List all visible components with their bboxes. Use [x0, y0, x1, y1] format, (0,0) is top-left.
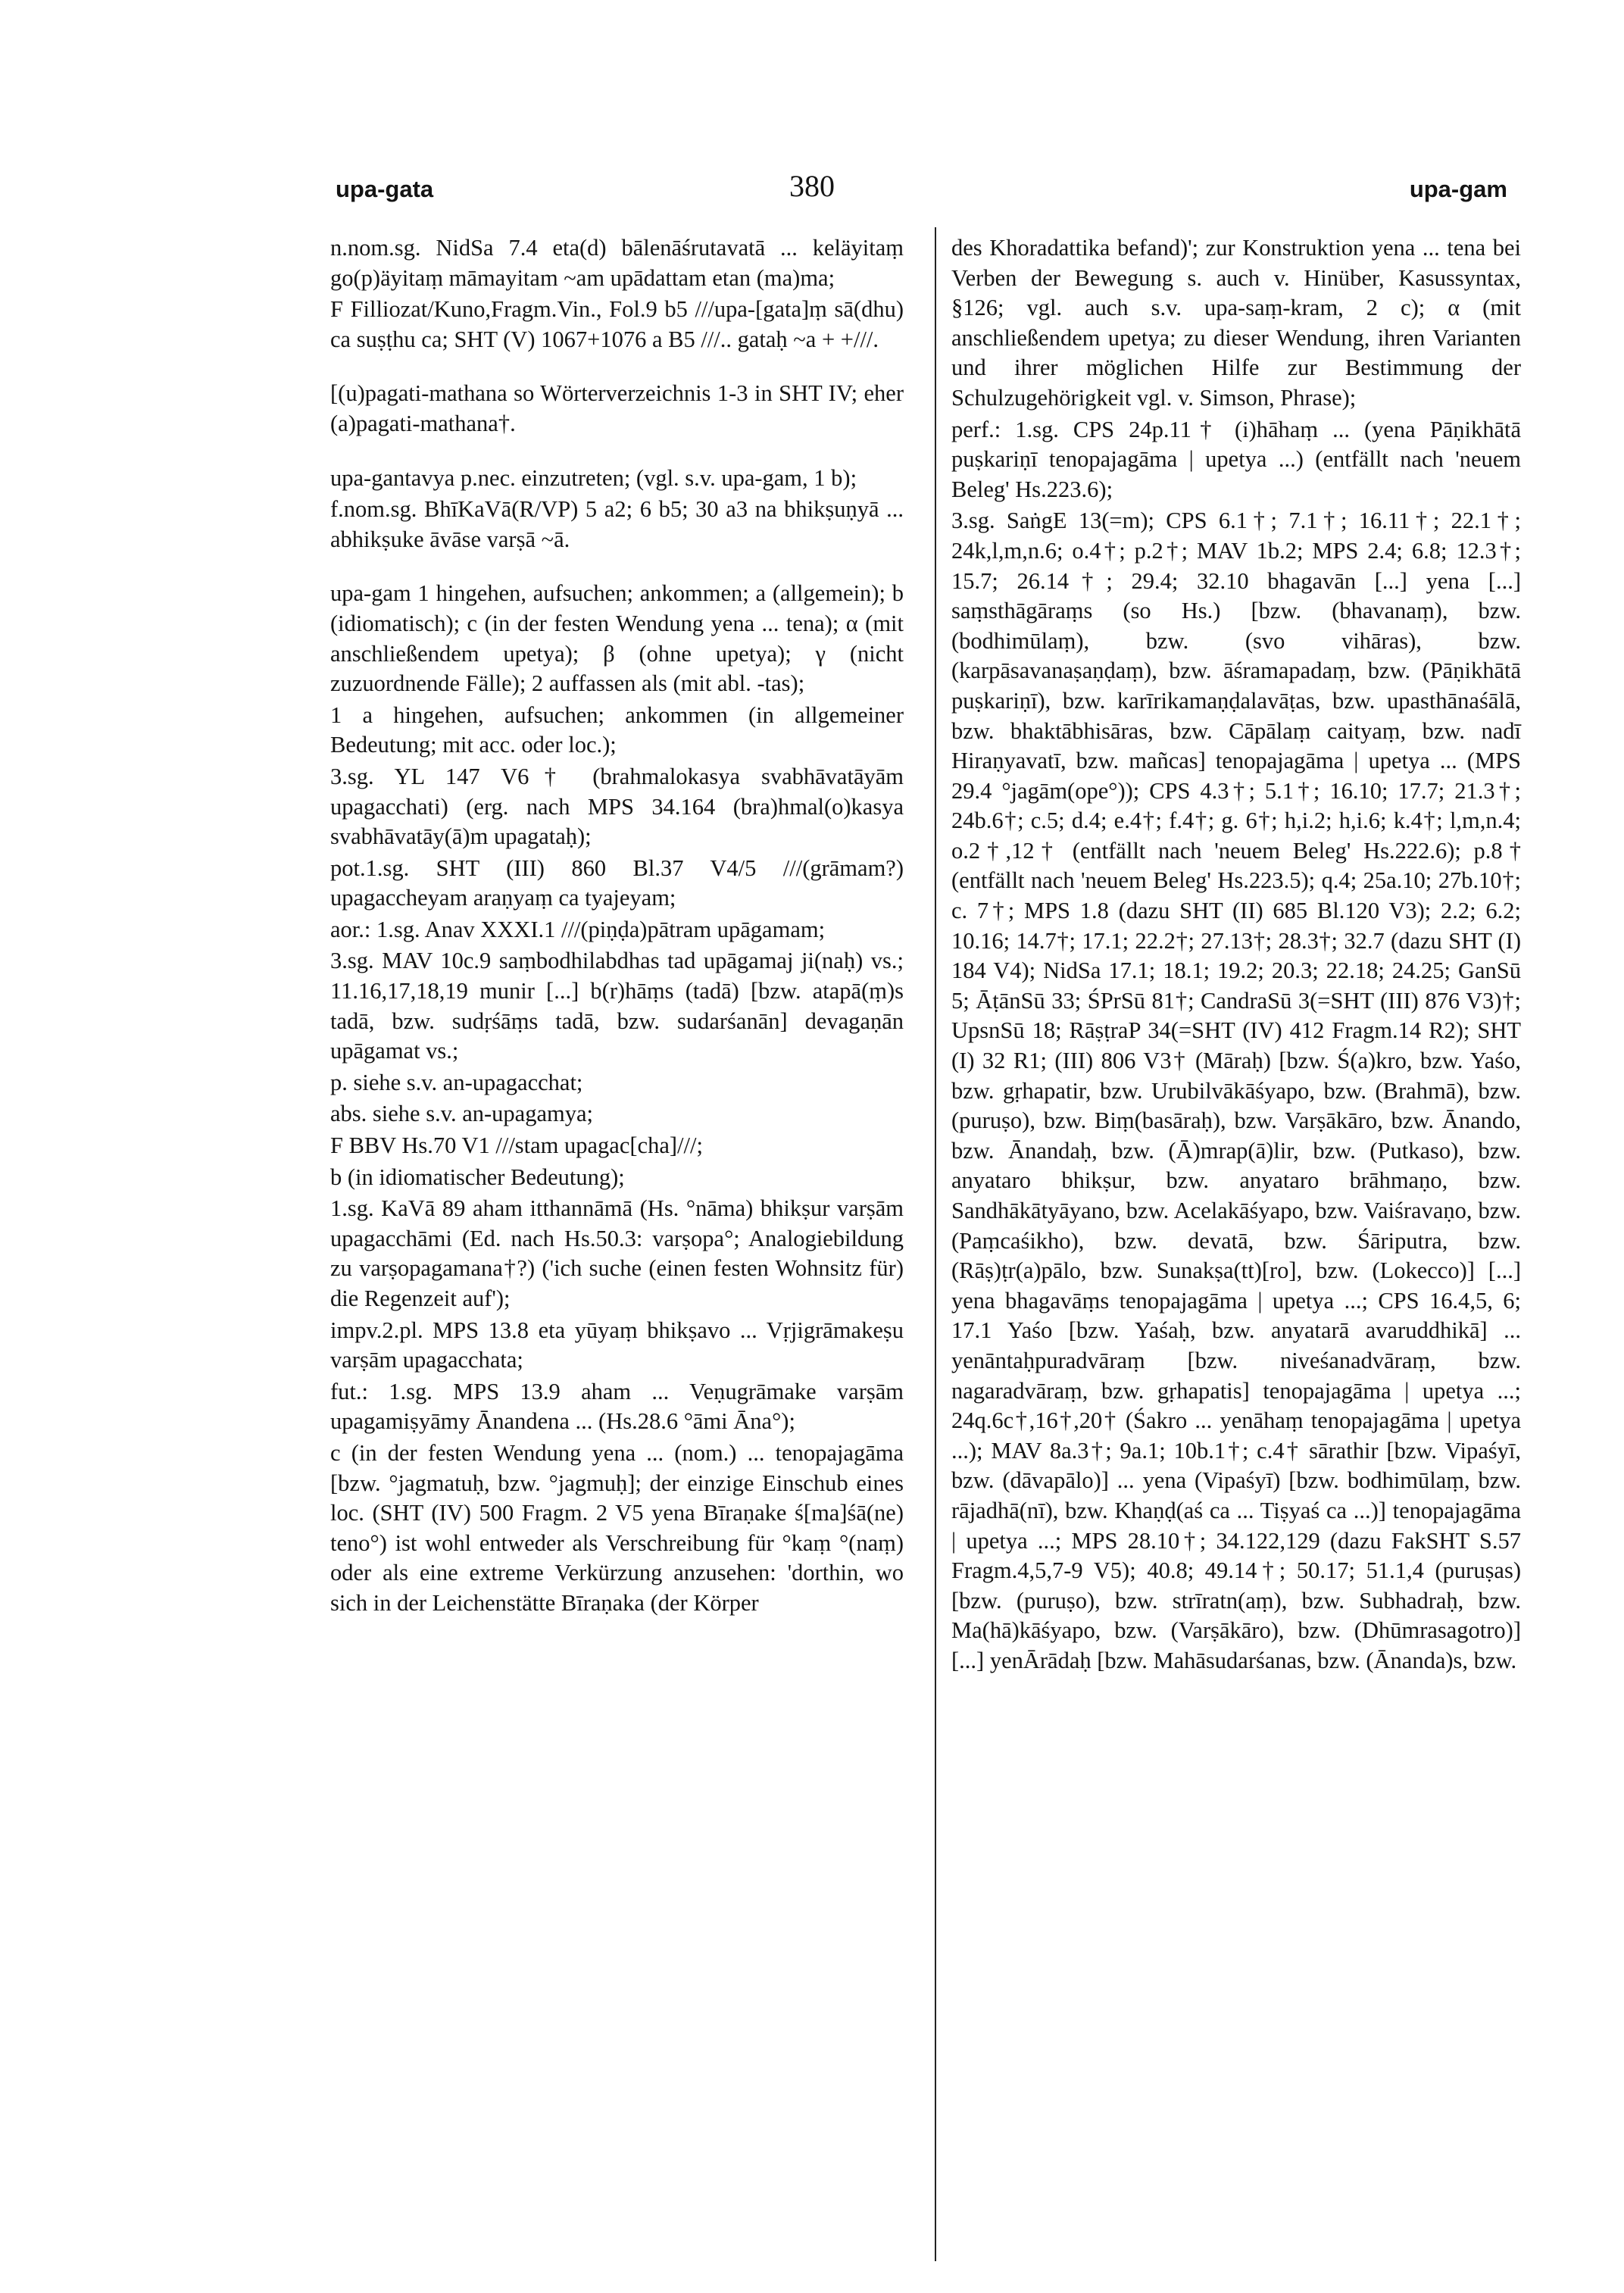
- entry-paragraph: aor.: 1.sg. Anav XXXI.1 ///(piṇḍa)pātram upāgamam;: [330, 916, 826, 942]
- entry-paragraph: c (in der festen Wendung yena ... (nom.) ... tenopajagāma [bzw. °jagmatuḥ, bzw. °jagmuḥ]; der einzige Einschub eines loc. (SHT (IV) 500 Fragm. 2 V5 yena Bīraṇake ś[ma]śā(ne) teno°) ist wohl entweder als Verschreibung für °kaṃ °(naṃ) oder als eine extreme Verkürzung anzusehen: 'dorthin, wo sich in der Leichenstätte Bīraṇaka (der Körper: [330, 1439, 904, 1616]
- left-column: [330, 233, 904, 1619]
- entry-paragraph: n.nom.sg. NidSa 7.4 eta(d) bālenāśrutavatā ... keläyitaṃ go(p)äyitaṃ māmayitam ~am upādattam etan (ma)ma;: [330, 235, 904, 291]
- entry-paragraph: impv.2.pl. MPS 13.8 eta yūyaṃ bhikṣavo ... Vṛjigrāmakeṣu varṣām upagacchata;: [330, 1317, 904, 1373]
- entry-paragraph: 1 a hingehen, aufsuchen; ankommen (in allgemeiner Bedeutung; mit acc. oder loc.);: [330, 701, 904, 758]
- entry-paragraph: upa-gantavya p.nec. einzutreten; (vgl. s.v. upa-gam, 1 b);: [330, 464, 857, 491]
- entry-paragraph: pot.1.sg. SHT (III) 860 Bl.37 V4/5 ///(grāmam?) upagaccheyam araṇyaṃ ca tyajeyam;: [330, 854, 904, 911]
- right-column: [951, 233, 1521, 1676]
- entry-paragraph: 3.sg. MAV 10c.9 saṃbodhilabdhas tad upāgamaj ji(naḥ) vs.; 11.16,17,18,19 munir [...] b(r)hāṃs (tadā) [bzw. atapā(ṃ)s tadā, bzw. sudṛśāṃs tadā, bzw. sudarśanān] devagaṇān upāgamat vs.;: [330, 948, 904, 1064]
- entry-paragraph: 3.sg. YL 147 V6† (brahmalokasya svabhāvatāyām upagacchati) (erg. nach MPS 34.164 (bra)hmal(o)kasya svabhāvatāy(ā)m upagataḥ);: [330, 763, 904, 850]
- entry-paragraph: F Filliozat/Kuno,Fragm.Vin., Fol.9 b5 ///upa-[gata]ṃ sā(dhu) ca suṣṭhu ca; SHT (V) 1067+1076 a B5 ///.. gataḥ ~a + +///.: [330, 296, 904, 352]
- entry-paragraph: 1.sg. KaVā 89 aham itthannāmā (Hs. °nāma) bhikṣur varṣām upagacchāmi (Ed. nach Hs.50.3: varṣopa°; Analogiebildung zu varṣopagamana†?) ('ich suche (einen festen Wohnsitz für) die Regenzeit auf');: [330, 1195, 904, 1311]
- entry-paragraph: b (in idiomatischer Bedeutung);: [330, 1164, 625, 1190]
- page-number: 380: [789, 169, 835, 203]
- running-head-right: upa-gam: [1409, 176, 1507, 202]
- entry-paragraph: des Khoradattika befand)'; zur Konstruktion yena ... tena bei Verben der Bewegung s. auch v. Hinüber, Kasussyntax, §126; vgl. auch s.v. upa-saṃ-kram, 2 c); α (mit anschließendem upetya; zu dieser Wendung, ihren Varianten und ihrer möglichen Hilfe zur Bestimmung der Schulzugehörigkeit vgl. v. Simson, Phrase);: [951, 235, 1521, 411]
- entry-paragraph: F BBV Hs.70 V1 ///stam upagac[cha]///;: [330, 1132, 703, 1159]
- entry-paragraph: fut.: 1.sg. MPS 13.9 aham ... Veṇugrāmake varṣām upagamiṣyāmy Ānandena ... (Hs.28.6 °āmi Āna°);: [330, 1378, 904, 1435]
- entry-paragraph: perf.: 1.sg. CPS 24p.11† (i)hāhaṃ ... (yena Pāṇikhātā puṣkariṇī tenopajagāma | upetya ...) (entfällt nach 'neuem Beleg' Hs.223.6);: [951, 416, 1521, 502]
- entry-paragraph: [(u)pagati-mathana so Wörterverzeichnis 1-3 in SHT IV; eher (a)pagati-mathana†.: [330, 380, 904, 436]
- entry-paragraph: abs. siehe s.v. an-upagamya;: [330, 1101, 593, 1127]
- entry-paragraph: upa-gam 1 hingehen, aufsuchen; ankommen; a (allgemein); b (idiomatisch); c (in der festen Wendung yena ... tena); α (mit anschließendem upetya); β (ohne upetya); γ (nicht zuzuordnende Fälle); 2 auffassen als (mit abl. -tas);: [330, 580, 904, 697]
- entry-paragraph: 3.sg. SaṅgE 13(=m); CPS 6.1†; 7.1†; 16.11†; 22.1†; 24k,l,m,n.6; o.4†; p.2†; MAV 1b.2; MPS 2.4; 6.8; 12.3†; 15.7; 26.14†; 29.4; 32.10 bhagavān [...] yena [...] saṃsthāgāraṃs (so Hs.) [bzw. (bhavanaṃ), bzw. (bodhimūlaṃ), bzw. (svo vihāras), bzw. (karpāsavanaṣaṇḍaṃ), bzw. āśramapadaṃ, bzw. (Pāṇikhātā puṣkariṇī), bzw. karīrikamaṇḍalavāṭas, bzw. upasthānaśālā, bzw. bhaktābhisāras, bzw. Cāpālaṃ caityaṃ, bzw. nadī Hiraṇyavatī, bzw. mañcas] tenopajagāma | upetya ... (MPS 29.4 °jagām(ope°)); CPS 4.3†; 5.1†; 16.10; 17.7; 21.3†; 24b.6†; c.5; d.4; e.4†; f.4†; g. 6†; h,i.2; h,i.6; k.4†; l,m,n.4; o.2†,12† (entfällt nach 'neuem Beleg' Hs.222.6); p.8† (entfällt nach 'neuem Beleg' Hs.223.5); q.4; 25a.10; 27b.10†; c. 7†; MPS 1.8 (dazu SHT (II) 685 Bl.120 V3); 2.2; 6.2; 10.16; 14.7†; 17.1; 22.2†; 27.13†; 28.3†; 32.7 (dazu SHT (I) 184 V4); NidSa 17.1; 18.1; 19.2; 20.3; 22.18; 24.25; GanSū 5; ĀṭānSū 33; ŚPrSū 81†; CandraSū 3(=SHT (III) 876 V3)†; UpsnSū 18; RāṣṭraP 34(=SHT (IV) 412 Fragm.14 R2); SHT (I) 32 R1; (III) 806 V3† (Māraḥ) [bzw. Ś(a)kro, bzw. Yaśo, bzw. gṛhapatir, bzw. Urubilvākāśyapo, bzw. (Brahmā), bzw. (puruṣo), bzw. Biṃ(basāraḥ), bzw. Varṣākāro, bzw. Ānando, bzw. Ānandaḥ, bzw. (Ā)mrap(ā)lir, bzw. (Putkaso), bzw. anyataro bhikṣur, bzw. anyataro brāhmaṇo, bzw. Sandhākātyāyano, bzw. Acelakāśyapo, bzw. Vaiśravaṇo, bzw. (Paṃcaśikho), bzw. devatā, bzw. Śāriputra, bzw. (Rāṣ)ṭr(a)pālo, bzw. Sunakṣa(tt)[ro], bzw. (Lokecco)] [...] yena bhagavāṃs tenopajagāma | upetya ...; CPS 16.4,5, 6; 17.1 Yaśo [bzw. Yaśaḥ, bzw. anyatarā avaruddhikā] ... yenāntaḥpuradvāraṃ [bzw. niveśanadvāraṃ, bzw. nagaradvāraṃ, bzw. gṛhapatis] tenopajagāma | upetya ...; 24q.6c†,16†,20† (Śakro ... yenāhaṃ tenopajagāma | upetya ...); MAV 8a.3†; 9a.1; 10b.1†; c.4† sārathir [bzw. Vipaśyī, bzw. (dāvapālo)] ... yena (Vipaśyī) [bzw. bodhimūlaṃ, bzw. rājadhā(nī), bzw. Khaṇḍ(aś ca ... Tiṣyaś ca ...)] tenopajagāma | upetya ...; MPS 28.10†; 34.122,129 (dazu FakSHT S.57 Fragm.4,5,7-9 V5); 40.8; 49.14†; 50.17; 51.1,4 (puruṣas) [bzw. (puruṣo), bzw. strīratn(aṃ), bzw. Subhadraḥ, bzw. Ma(hā)kāśyapo, bzw. (Varṣākāro), bzw. (Dhūmrasagotro)] [...] yenĀrādaḥ [bzw. Mahāsudarśanas, bzw. (Ānanda)s, bzw.: [951, 508, 1521, 1673]
- column-divider: [935, 227, 936, 2261]
- entry-paragraph: f.nom.sg. BhīKaVā(R/VP) 5 a2; 6 b5; 30 a3 na bhikṣuṇyā ... abhikṣuke āvāse varṣā ~ā.: [330, 496, 904, 552]
- running-head-left: upa-gata: [336, 176, 434, 202]
- entry-paragraph: p. siehe s.v. an-upagacchat;: [330, 1069, 583, 1095]
